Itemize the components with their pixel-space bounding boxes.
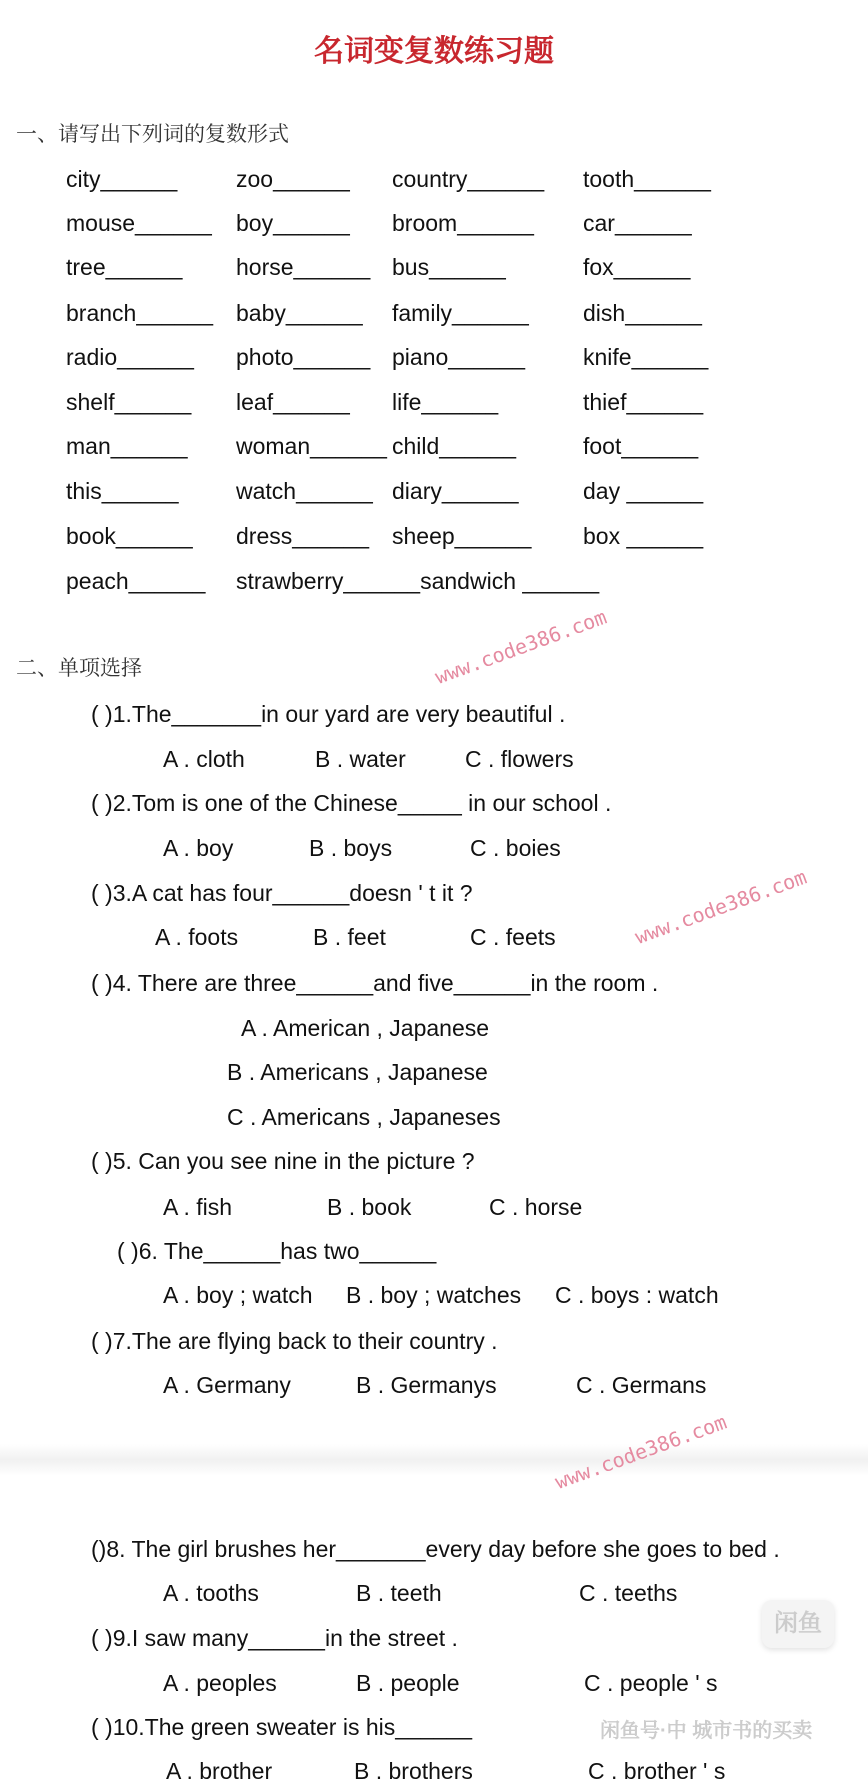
option-b: B . water [315,746,406,772]
part1-heading: 一、请写出下列词的复数形式 [16,122,289,146]
word-item: branch______ [66,300,214,326]
word-item: tree______ [66,254,183,280]
question-9: ( )9.I saw many______in the street . [91,1625,458,1651]
word-item: book______ [66,523,193,549]
word-item: broom______ [392,210,534,236]
word-item: life______ [392,389,499,415]
word-item: foot______ [583,433,699,459]
word-item: thief______ [583,389,704,415]
word-item: diary______ [392,478,519,504]
option-b: B . boy ; watches [346,1282,522,1308]
word-item: family______ [392,300,529,326]
question-6: ( )6. The______has two______ [117,1238,437,1264]
question-4: ( )4. There are three______and five______in the room . [91,970,659,996]
word-item: knife______ [583,344,709,370]
option-b: B . book [327,1194,412,1220]
word-item: peach______ [66,568,206,594]
word-item: sheep______ [392,523,532,549]
option-b: B . Germanys [356,1372,497,1398]
word-item: child______ [392,433,517,459]
option-b: B . feet [313,924,386,950]
question-8: ()8. The girl brushes her_______every day before she goes to bed . [91,1536,780,1562]
option-c: C . brother ' s [588,1758,726,1784]
word-item: woman______ [236,433,387,459]
word-item: mouse______ [66,210,212,236]
word-item: baby______ [236,300,363,326]
word-item: tooth______ [583,166,711,192]
word-item: man______ [66,433,188,459]
option-b: B . boys [309,835,393,861]
question-2: ( )2.Tom is one of the Chinese_____ in our school . [91,790,612,816]
word-item: boy______ [236,210,350,236]
word-item: dress______ [236,523,369,549]
page-separator [0,1444,868,1476]
option-c: C . boys : watch [555,1282,719,1308]
question-5: ( )5. Can you see nine in the picture ? [91,1148,475,1174]
word-item: city______ [66,166,178,192]
option-c: C . feets [470,924,556,950]
option-b: B . people [356,1670,460,1696]
option-b: B . brothers [354,1758,473,1784]
question-3: ( )3.A cat has four______doesn ' t it ? [91,880,473,906]
option-a: A . Germany [163,1372,291,1398]
word-item: fox______ [583,254,691,280]
part2-heading: 二、单项选择 [16,656,142,680]
option-c: C . horse [489,1194,583,1220]
word-item: strawberry______sandwich ______ [236,568,600,594]
word-item: car______ [583,210,692,236]
option-a: A . boy ; watch [163,1282,313,1308]
option-a: A . foots [155,924,239,950]
option-a: A . tooths [163,1580,259,1606]
app-logo-caption: 闲鱼号·中 城市书的买卖 [600,1720,813,1742]
option-b: B . teeth [356,1580,442,1606]
word-item: shelf______ [66,389,192,415]
word-item: bus______ [392,254,506,280]
word-item: day ______ [583,478,704,504]
word-item: radio______ [66,344,194,370]
word-item: leaf______ [236,389,350,415]
option-a: A . American , Japanese [241,1015,490,1041]
question-10: ( )10.The green sweater is his______ [91,1714,472,1740]
option-a: A . cloth [163,746,245,772]
option-a: A . fish [163,1194,233,1220]
word-item: box ______ [583,523,704,549]
watermark: www.code386.com [431,604,610,689]
option-c: C . flowers [465,746,574,772]
word-item: watch______ [236,478,373,504]
word-item: horse______ [236,254,371,280]
watermark: www.code386.com [551,1409,730,1494]
option-c: C . Americans , Japaneses [227,1104,501,1130]
word-item: country______ [392,166,545,192]
word-item: this______ [66,478,179,504]
app-logo: 闲鱼 [762,1600,834,1648]
option-c: C . boies [470,835,561,861]
option-c: C . teeths [579,1580,678,1606]
word-item: piano______ [392,344,526,370]
option-a: A . peoples [163,1670,277,1696]
option-c: C . people ' s [584,1670,718,1696]
word-item: zoo______ [236,166,350,192]
question-7: ( )7.The are flying back to their country . [91,1328,498,1354]
page-title: 名词变复数练习题 [314,34,554,69]
question-1: ( )1.The_______in our yard are very beautiful . [91,701,566,727]
word-item: dish______ [583,300,702,326]
option-c: C . Germans [576,1372,707,1398]
watermark: www.code386.com [631,864,810,949]
option-b: B . Americans , Japanese [227,1059,488,1085]
word-item: photo______ [236,344,371,370]
option-a: A . brother [166,1758,273,1784]
option-a: A . boy [163,835,234,861]
